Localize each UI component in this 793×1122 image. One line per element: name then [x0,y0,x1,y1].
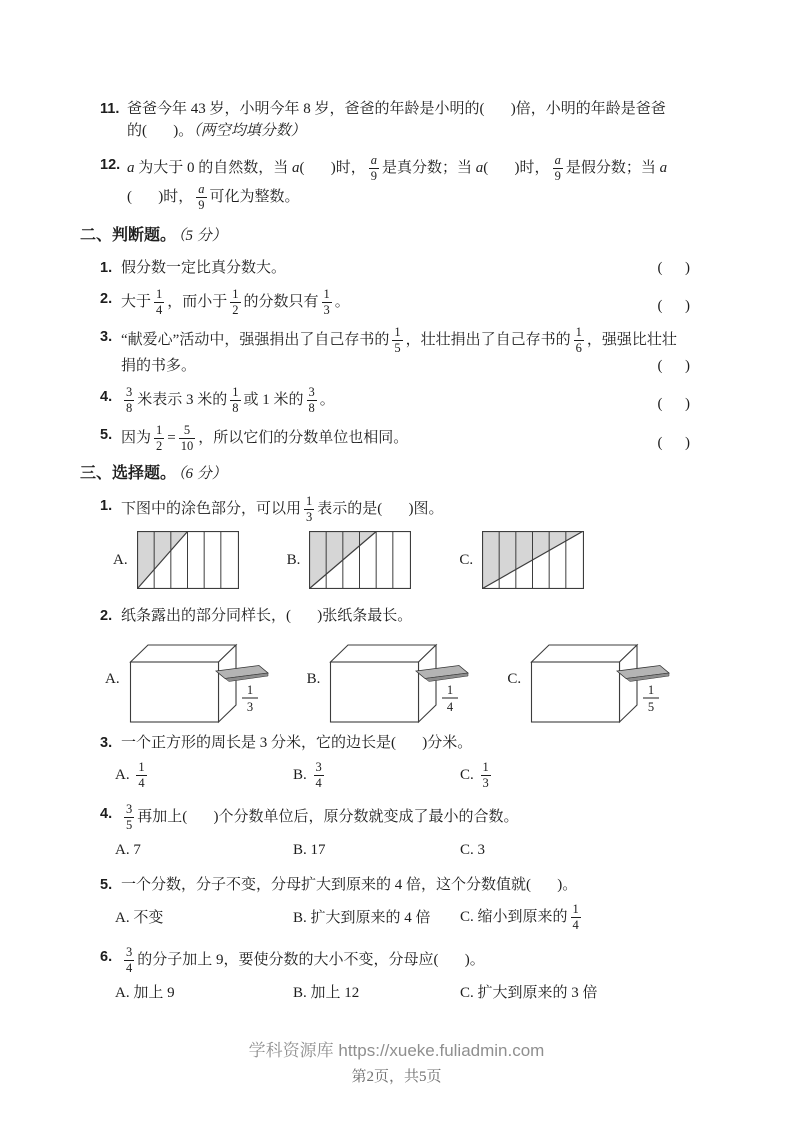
fraction [307,386,317,415]
choice-question-1 [100,495,704,524]
option-label: B. [293,984,311,1001]
footer-page-number: 第2页，共5页 [351,1069,442,1085]
choice-question-4 [100,803,704,832]
text-segment: 扩大到原来的 3 倍 [477,984,598,1001]
question-number: 5. [100,877,113,894]
text-segment: 。 [319,392,335,409]
fraction-numerator: 3 [308,385,315,399]
choice-question-2 [100,605,704,627]
box-figure-group-b [307,634,482,724]
answer-blank: ( ) [299,160,336,177]
exam-content [80,98,704,1017]
fraction [124,946,134,975]
choice-question-5 [100,874,704,896]
strip-figure-group-c [459,531,584,589]
variable: a [659,160,668,177]
question-text [121,386,704,415]
text-segment: 纸条露出的部分同样长， [121,607,287,624]
fraction-numerator: 3 [315,759,322,774]
fraction-numerator: 1 [156,423,163,438]
text-segment: 大于 [121,293,152,310]
option-label: C. [460,766,478,783]
fraction [136,761,146,790]
fraction-denominator: 4 [138,775,145,790]
fraction-numerator: 3 [126,944,133,959]
text-segment: ，而小于 [167,293,228,310]
text-segment: 可化为整数。 [209,189,300,206]
answer-blank: ( ) [433,951,470,968]
fraction-denominator: 3 [306,509,313,524]
option-a [115,839,293,861]
figure-label: A. [113,551,128,568]
text-segment: 张纸条最长。 [322,607,413,624]
text-segment: 捐的书多。 [121,358,197,374]
fraction-denominator: 8 [308,401,315,416]
note-text: （两空均填分数） [193,123,306,139]
fraction-denominator: 10 [180,439,194,454]
option-c [460,903,704,932]
text-segment: 。 [469,951,485,968]
text-segment: 时， [163,189,194,206]
fraction-denominator: 6 [575,340,582,355]
option-b [293,982,460,1004]
fraction-denominator: 2 [156,439,163,454]
fraction-numerator: 1 [482,759,489,774]
question-number: 3. [100,328,113,345]
text-segment: 为大于 0 的自然数，当 [134,160,293,177]
shaded-strip-figure [482,531,584,589]
judge-item-2 [100,288,704,317]
text-segment: 7 [133,842,141,859]
fraction-numerator: 1 [138,759,145,774]
text-segment: 米表示 3 米的 [137,392,228,409]
question-number: 1. [100,259,113,276]
box-figures [105,634,704,724]
variable: a [127,160,135,177]
footer-site-url: 学科资源库 https://xueke.fuliadmin.com [248,1041,545,1060]
section-score: （5 分） [178,227,227,244]
svg-text:1: 1 [648,682,655,697]
fraction-denominator: 8 [126,401,133,416]
text-segment: 一个分数，分子不变，分母扩大到原来的 4 倍，这个分数值就 [121,877,527,894]
paper-strip-box-figure [329,634,481,724]
figure-label: C. [507,670,522,687]
fraction-numerator: 1 [156,286,163,301]
option-label: A. [115,766,134,783]
fraction-numerator: 1 [572,902,579,917]
text-segment: 个分数单位后，原分数就变成了最小的合数。 [218,809,519,826]
section-choice [80,463,704,485]
fraction-numerator: 1 [306,493,313,508]
section-score: （6 分） [178,465,227,482]
text-segment: 的 [127,123,143,139]
fraction-denominator: 4 [315,775,322,790]
text-segment: ，壮壮捐出了自己存书的 [405,331,571,348]
fraction-denominator: 5 [126,818,133,833]
fraction [392,326,402,355]
fraction-numerator: a [554,153,561,167]
fraction-denominator: 9 [370,169,378,184]
text-segment: “献爱心”活动中，强强捐出了自己存书的 [121,331,390,348]
text-segment: 时， [519,160,550,177]
question-text [127,98,704,142]
fraction-denominator: 9 [554,169,561,184]
option-b [293,907,460,929]
text-segment: 分米。 [427,734,473,751]
question-text [121,424,704,453]
option-label: C. [460,984,478,1001]
question-text [121,946,704,975]
question-number: 2. [100,290,113,307]
question-number: 2. [100,607,113,624]
text-segment: 图。 [413,500,444,517]
option-a [115,907,293,929]
box-figure-group-c [507,634,682,724]
text-segment: 爸爸今年 43 岁，小明今年 8 岁，爸爸的年龄是小明的 [127,101,480,117]
fraction-numerator: 1 [232,286,239,301]
option-c [460,982,704,1004]
svg-text:1: 1 [447,682,454,697]
option-label: C. [460,842,478,859]
svg-text:4: 4 [447,699,454,714]
fraction [124,803,134,832]
question-text [121,732,704,754]
fraction [196,183,206,212]
section-title: 二、判断题。 [80,226,177,244]
answer-blank: ( ) [479,101,516,117]
text-segment: 的分子加上 9，要使分数的大小不变，分母应 [137,951,434,968]
option-c [460,839,704,861]
fraction-numerator: 1 [323,286,330,301]
fill-question-12 [100,154,704,213]
fraction-numerator: 3 [126,385,133,399]
fraction-denominator: 9 [198,198,205,213]
strip-figure-group-b [287,531,412,589]
strip-figures [113,531,704,589]
text-segment: 扩大到原来的 4 倍 [310,909,431,926]
page-footer [0,1040,793,1088]
option-a [115,761,293,790]
fraction [304,495,314,524]
option-label: B. [293,766,311,783]
figure-label: B. [286,551,301,568]
fraction [314,761,324,790]
text-segment: 倍，小明的年龄是爸爸 [515,101,666,117]
fill-question-11 [100,98,704,142]
text-segment: 。 [334,293,350,310]
text-segment: 因为 [121,430,152,447]
paper-strip-box-figure [129,634,281,724]
answer-bracket: ( ) [657,259,690,276]
option-a [115,982,293,1004]
fraction [230,386,240,415]
fraction [322,288,332,317]
text-segment: = [167,430,176,447]
option-c [460,761,704,790]
fraction [481,761,491,790]
text-segment: 或 1 米的 [243,392,304,409]
answer-blank: ( ) [286,607,323,624]
text-segment: 3 [477,842,486,859]
options-6 [115,982,704,1004]
fraction-numerator: 1 [575,324,582,339]
fraction-denominator: 5 [394,340,401,355]
text-segment: 不变 [133,909,164,926]
box-figure-group-a [105,634,281,724]
text-segment: ，强强比壮壮 [586,331,677,348]
option-label: C. [460,909,478,926]
fraction-denominator: 3 [482,775,489,790]
fraction-numerator: a [198,182,205,197]
text-segment: 时， [335,160,366,177]
fraction-numerator: 1 [394,324,401,339]
text-segment: 加上 9 [133,984,175,1001]
option-label: B. [293,842,311,859]
text-segment: 缩小到原来的 [477,909,568,926]
section-judge [80,225,704,247]
answer-blank: ( ) [182,809,219,826]
fraction-denominator: 2 [232,302,239,317]
question-number: 4. [100,806,113,822]
fraction [553,154,563,183]
text-segment: 假分数一定比真分数大。 [121,259,287,276]
svg-text:1: 1 [246,682,253,697]
answer-blank: ( ) [526,877,563,894]
fraction-denominator: 8 [232,401,239,416]
answer-blank: ( ) [127,189,164,206]
question-text [121,803,704,832]
figure-label: C. [459,551,474,568]
option-b [293,839,460,861]
fraction [230,288,240,317]
fraction [571,903,581,932]
answer-blank: ( ) [142,123,179,139]
text-segment: ，所以它们的分数单位也相同。 [198,430,409,447]
judge-item-5 [100,424,704,453]
answer-blank: ( ) [391,734,428,751]
question-text [121,495,704,524]
question-text [121,874,704,896]
question-number: 5. [100,427,113,444]
svg-text:3: 3 [246,699,253,714]
question-number: 6. [100,948,113,965]
text-segment: 一个正方形的周长是 3 分米，它的边长是 [121,734,392,751]
fraction [369,154,379,183]
question-text [127,154,704,213]
choice-question-6 [100,946,704,975]
answer-bracket: ( ) [657,297,690,314]
choice-question-3 [100,732,704,754]
judge-item-1 [100,257,704,279]
question-number: 4. [100,389,113,405]
text-segment: 17 [310,842,326,859]
text-segment: 加上 12 [310,984,360,1001]
fraction-denominator: 4 [156,302,163,317]
options-3 [115,761,704,790]
answer-blank: ( ) [483,160,520,177]
options-5 [115,903,704,932]
fraction-numerator: 3 [126,802,133,816]
question-text [121,288,704,317]
option-label: A. [115,984,134,1001]
option-label: A. [115,909,134,926]
question-number: 11. [100,101,120,117]
paper-strip-box-figure [530,634,682,724]
svg-text:5: 5 [648,699,655,714]
answer-bracket: ( ) [657,396,690,413]
options-4 [115,839,704,861]
option-label: B. [293,909,311,926]
text-segment: 的分数只有 [243,293,319,310]
strip-figure-group-a [113,531,239,589]
text-segment: 表示的是 [317,500,378,517]
variable: a [292,160,300,177]
fraction [154,424,164,453]
fraction-numerator: 5 [183,423,191,438]
text-segment: 再加上 [137,809,183,826]
variable: a [475,160,484,177]
text-segment: 是假分数；当 [565,160,660,177]
option-label: A. [115,842,134,859]
question-text [121,257,704,279]
question-text [121,605,704,627]
question-number: 12. [100,157,121,173]
answer-bracket: ( ) [657,358,690,374]
section-title: 三、选择题。 [80,464,177,482]
question-number: 1. [100,497,113,514]
fraction-denominator: 3 [323,302,330,317]
judge-item-4 [100,386,704,415]
answer-bracket: ( ) [657,434,690,451]
answer-blank: ( ) [377,500,414,517]
judge-item-3 [100,326,704,377]
figure-label: A. [105,670,120,687]
fraction-denominator: 4 [572,918,579,933]
text-segment: 下图中的涂色部分，可以用 [121,500,302,517]
text-segment: 。 [562,877,578,894]
text-segment: 。 [178,123,194,139]
fraction [124,386,134,415]
figure-label: B. [306,670,321,687]
question-number: 3. [100,734,113,751]
fraction [154,288,164,317]
shaded-strip-figure [137,531,239,589]
fraction-denominator: 4 [126,960,133,975]
fraction [179,424,196,453]
shaded-strip-figure [309,531,411,589]
fraction [574,326,584,355]
fraction-numerator: 1 [232,385,239,399]
text-segment: 是真分数；当 [382,160,476,177]
option-b [293,761,460,790]
fraction-numerator: a [370,153,378,167]
question-text [121,326,704,377]
